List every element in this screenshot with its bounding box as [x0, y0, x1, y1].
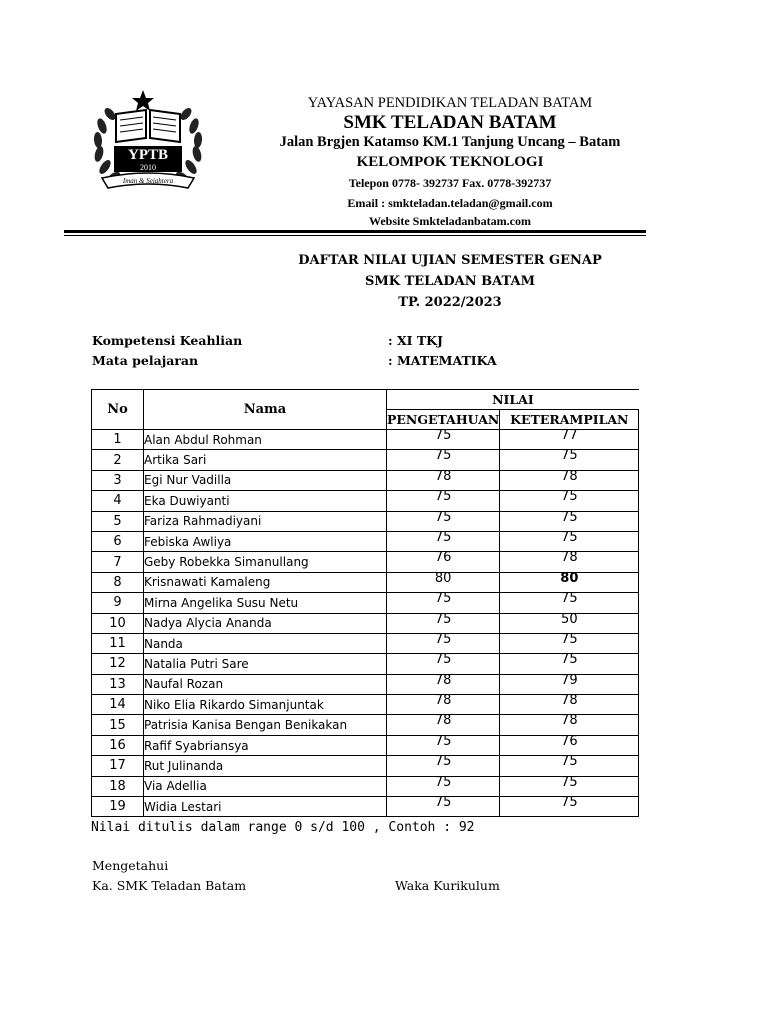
row-pengetahuan: 75 [387, 613, 500, 633]
principal-label: Ka. SMK Teladan Batam [92, 878, 247, 893]
row-keterampilan: 80 [500, 572, 639, 592]
row-pengetahuan: 75 [387, 654, 500, 674]
row-no: 8 [92, 572, 144, 592]
row-nama: Nanda [144, 633, 387, 653]
logo-year: 2010 [140, 163, 156, 172]
table-row [92, 470, 639, 490]
row-no: 9 [92, 593, 144, 613]
mapel-label: Mata pelajaran [92, 353, 199, 368]
row-pengetahuan: 75 [387, 531, 500, 551]
row-pengetahuan: 78 [387, 470, 500, 490]
row-nama: Artika Sari [144, 450, 387, 470]
row-no: 15 [92, 715, 144, 735]
row-pengetahuan: 75 [387, 633, 500, 653]
grades-body [92, 430, 639, 817]
row-no: 17 [92, 756, 144, 776]
row-nama: Via Adellia [144, 776, 387, 796]
row-keterampilan: 75 [500, 593, 639, 613]
row-no: 11 [92, 633, 144, 653]
col-keterampilan-header: KETERAMPILAN [500, 410, 639, 430]
letterhead-rule-thin [64, 235, 646, 236]
table-row [92, 776, 639, 796]
row-pengetahuan: 75 [387, 450, 500, 470]
doc-year: TP. 2022/2023 [398, 295, 502, 310]
table-row [92, 654, 639, 674]
row-pengetahuan: 75 [387, 797, 500, 817]
doc-title: DAFTAR NILAI UJIAN SEMESTER GENAP [298, 253, 602, 268]
table-row [92, 552, 639, 572]
row-no: 5 [92, 511, 144, 531]
row-keterampilan: 75 [500, 756, 639, 776]
row-keterampilan: 75 [500, 531, 639, 551]
school-name: SMK TELADAN BATAM [343, 112, 557, 133]
row-no: 19 [92, 797, 144, 817]
row-nama: Krisnawati Kamaleng [144, 572, 387, 592]
row-no: 1 [92, 430, 144, 450]
row-no: 10 [92, 613, 144, 633]
row-no: 4 [92, 491, 144, 511]
logo-motto: Iman & Sejahtera [122, 177, 174, 185]
row-nama: Fariza Rahmadiyani [144, 511, 387, 531]
row-no: 14 [92, 695, 144, 715]
table-row [92, 491, 639, 511]
row-pengetahuan: 80 [387, 572, 500, 592]
row-keterampilan: 78 [500, 715, 639, 735]
table-row [92, 613, 639, 633]
kompetensi-label: Kompetensi Keahlian [92, 333, 243, 348]
row-keterampilan: 75 [500, 511, 639, 531]
row-keterampilan: 75 [500, 491, 639, 511]
row-nama: Alan Abdul Rohman [144, 430, 387, 450]
row-keterampilan: 78 [500, 695, 639, 715]
table-row [92, 715, 639, 735]
school-logo [88, 86, 208, 196]
row-keterampilan: 78 [500, 470, 639, 490]
col-nilai-header: NILAI [387, 390, 639, 410]
logo-text: YPTB [127, 147, 168, 163]
row-nama: Febiska Awliya [144, 531, 387, 551]
table-row [92, 674, 639, 694]
row-pengetahuan: 75 [387, 735, 500, 755]
row-nama: Geby Robekka Simanullang [144, 552, 387, 572]
waka-label: Waka Kurikulum [395, 878, 500, 893]
foundation-name: YAYASAN PENDIDIKAN TELADAN BATAM [307, 95, 593, 111]
row-keterampilan: 75 [500, 450, 639, 470]
table-row [92, 633, 639, 653]
row-nama: Niko Elia Rikardo Simanjuntak [144, 695, 387, 715]
kompetensi-value: : XI TKJ [388, 333, 443, 348]
row-nama: Rafif Syabriansya [144, 735, 387, 755]
row-keterampilan: 76 [500, 735, 639, 755]
row-no: 13 [92, 674, 144, 694]
row-pengetahuan: 78 [387, 695, 500, 715]
row-no: 18 [92, 776, 144, 796]
col-nama-header: Nama [144, 390, 387, 430]
row-keterampilan: 79 [500, 674, 639, 694]
row-nama: Nadya Alycia Ananda [144, 613, 387, 633]
row-pengetahuan: 75 [387, 593, 500, 613]
mengetahui-label: Mengetahui [92, 858, 169, 873]
table-row [92, 450, 639, 470]
table-row [92, 531, 639, 551]
row-keterampilan: 75 [500, 776, 639, 796]
row-keterampilan: 75 [500, 633, 639, 653]
row-nama: Rut Julinanda [144, 756, 387, 776]
row-keterampilan: 77 [500, 430, 639, 450]
mapel-value: : MATEMATIKA [388, 353, 497, 368]
row-pengetahuan: 78 [387, 715, 500, 735]
row-nama: Naufal Rozan [144, 674, 387, 694]
row-nama: Eka Duwiyanti [144, 491, 387, 511]
row-nama: Widia Lestari [144, 797, 387, 817]
table-row [92, 735, 639, 755]
school-address: Jalan Brgjen Katamso KM.1 Tanjung Uncang – Batam [279, 134, 621, 150]
row-nama: Egi Nur Vadilla [144, 470, 387, 490]
school-email: Email : smkteladan.teladan@gmail.com [347, 196, 553, 210]
table-row [92, 797, 639, 817]
row-keterampilan: 75 [500, 654, 639, 674]
row-no: 7 [92, 552, 144, 572]
col-pengetahuan-header: PENGETAHUAN [387, 410, 500, 430]
row-nama: Mirna Angelika Susu Netu [144, 593, 387, 613]
row-keterampilan: 50 [500, 613, 639, 633]
doc-subtitle: SMK TELADAN BATAM [365, 274, 535, 289]
col-no-header: No [92, 390, 144, 430]
row-pengetahuan: 78 [387, 674, 500, 694]
table-row [92, 430, 639, 450]
letterhead-rule [64, 230, 646, 233]
row-no: 3 [92, 470, 144, 490]
row-no: 16 [92, 735, 144, 755]
row-pengetahuan: 76 [387, 552, 500, 572]
school-website: Website Smkteladanbatam.com [369, 214, 531, 228]
row-pengetahuan: 75 [387, 491, 500, 511]
row-pengetahuan: 75 [387, 430, 500, 450]
row-no: 2 [92, 450, 144, 470]
row-pengetahuan: 75 [387, 776, 500, 796]
row-keterampilan: 75 [500, 797, 639, 817]
row-nama: Natalia Putri Sare [144, 654, 387, 674]
row-pengetahuan: 75 [387, 511, 500, 531]
row-pengetahuan: 75 [387, 756, 500, 776]
table-row [92, 572, 639, 592]
row-no: 6 [92, 531, 144, 551]
school-group: KELOMPOK TEKNOLOGI [356, 154, 544, 170]
school-phone: Telepon 0778- 392737 Fax. 0778-392737 [348, 176, 552, 190]
table-row [92, 511, 639, 531]
row-no: 12 [92, 654, 144, 674]
table-row [92, 593, 639, 613]
row-keterampilan: 78 [500, 552, 639, 572]
range-note: Nilai ditulis dalam range 0 s/d 100 , Contoh : 92 [91, 820, 475, 835]
row-nama: Patrisia Kanisa Bengan Benikakan [144, 715, 387, 735]
grades-table [91, 389, 639, 817]
table-row [92, 695, 639, 715]
table-row [92, 756, 639, 776]
